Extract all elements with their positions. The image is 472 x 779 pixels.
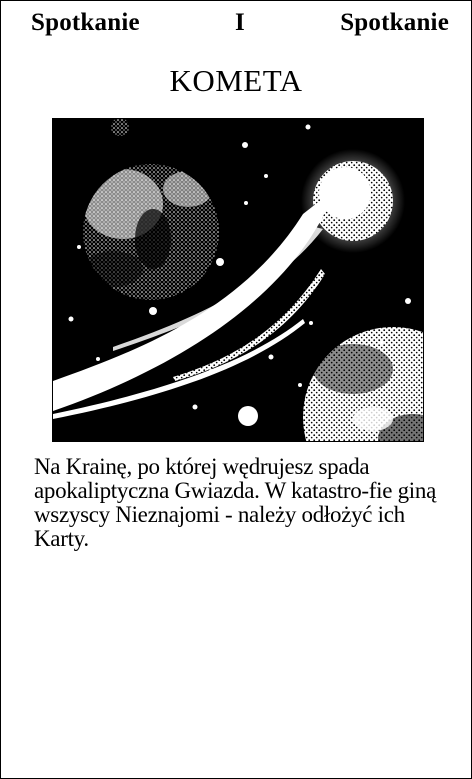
planet-left <box>83 164 219 300</box>
card-type-left: Spotkanie <box>31 9 140 36</box>
card-title: KOMETA <box>169 63 303 98</box>
card-description: Na Krainę, po której wędrujesz spada apokaliptyczna Gwiazda. W katastro-fie giną wszyscy Nieznajomi - należy odłożyć ich Karty. <box>34 454 436 551</box>
comet-illustration-svg <box>53 119 424 442</box>
comet-head <box>301 149 405 253</box>
comet-illustration <box>52 118 424 442</box>
card-type-right: Spotkanie <box>340 9 449 36</box>
card-roman-numeral: I <box>235 9 245 36</box>
card-header <box>31 9 449 37</box>
